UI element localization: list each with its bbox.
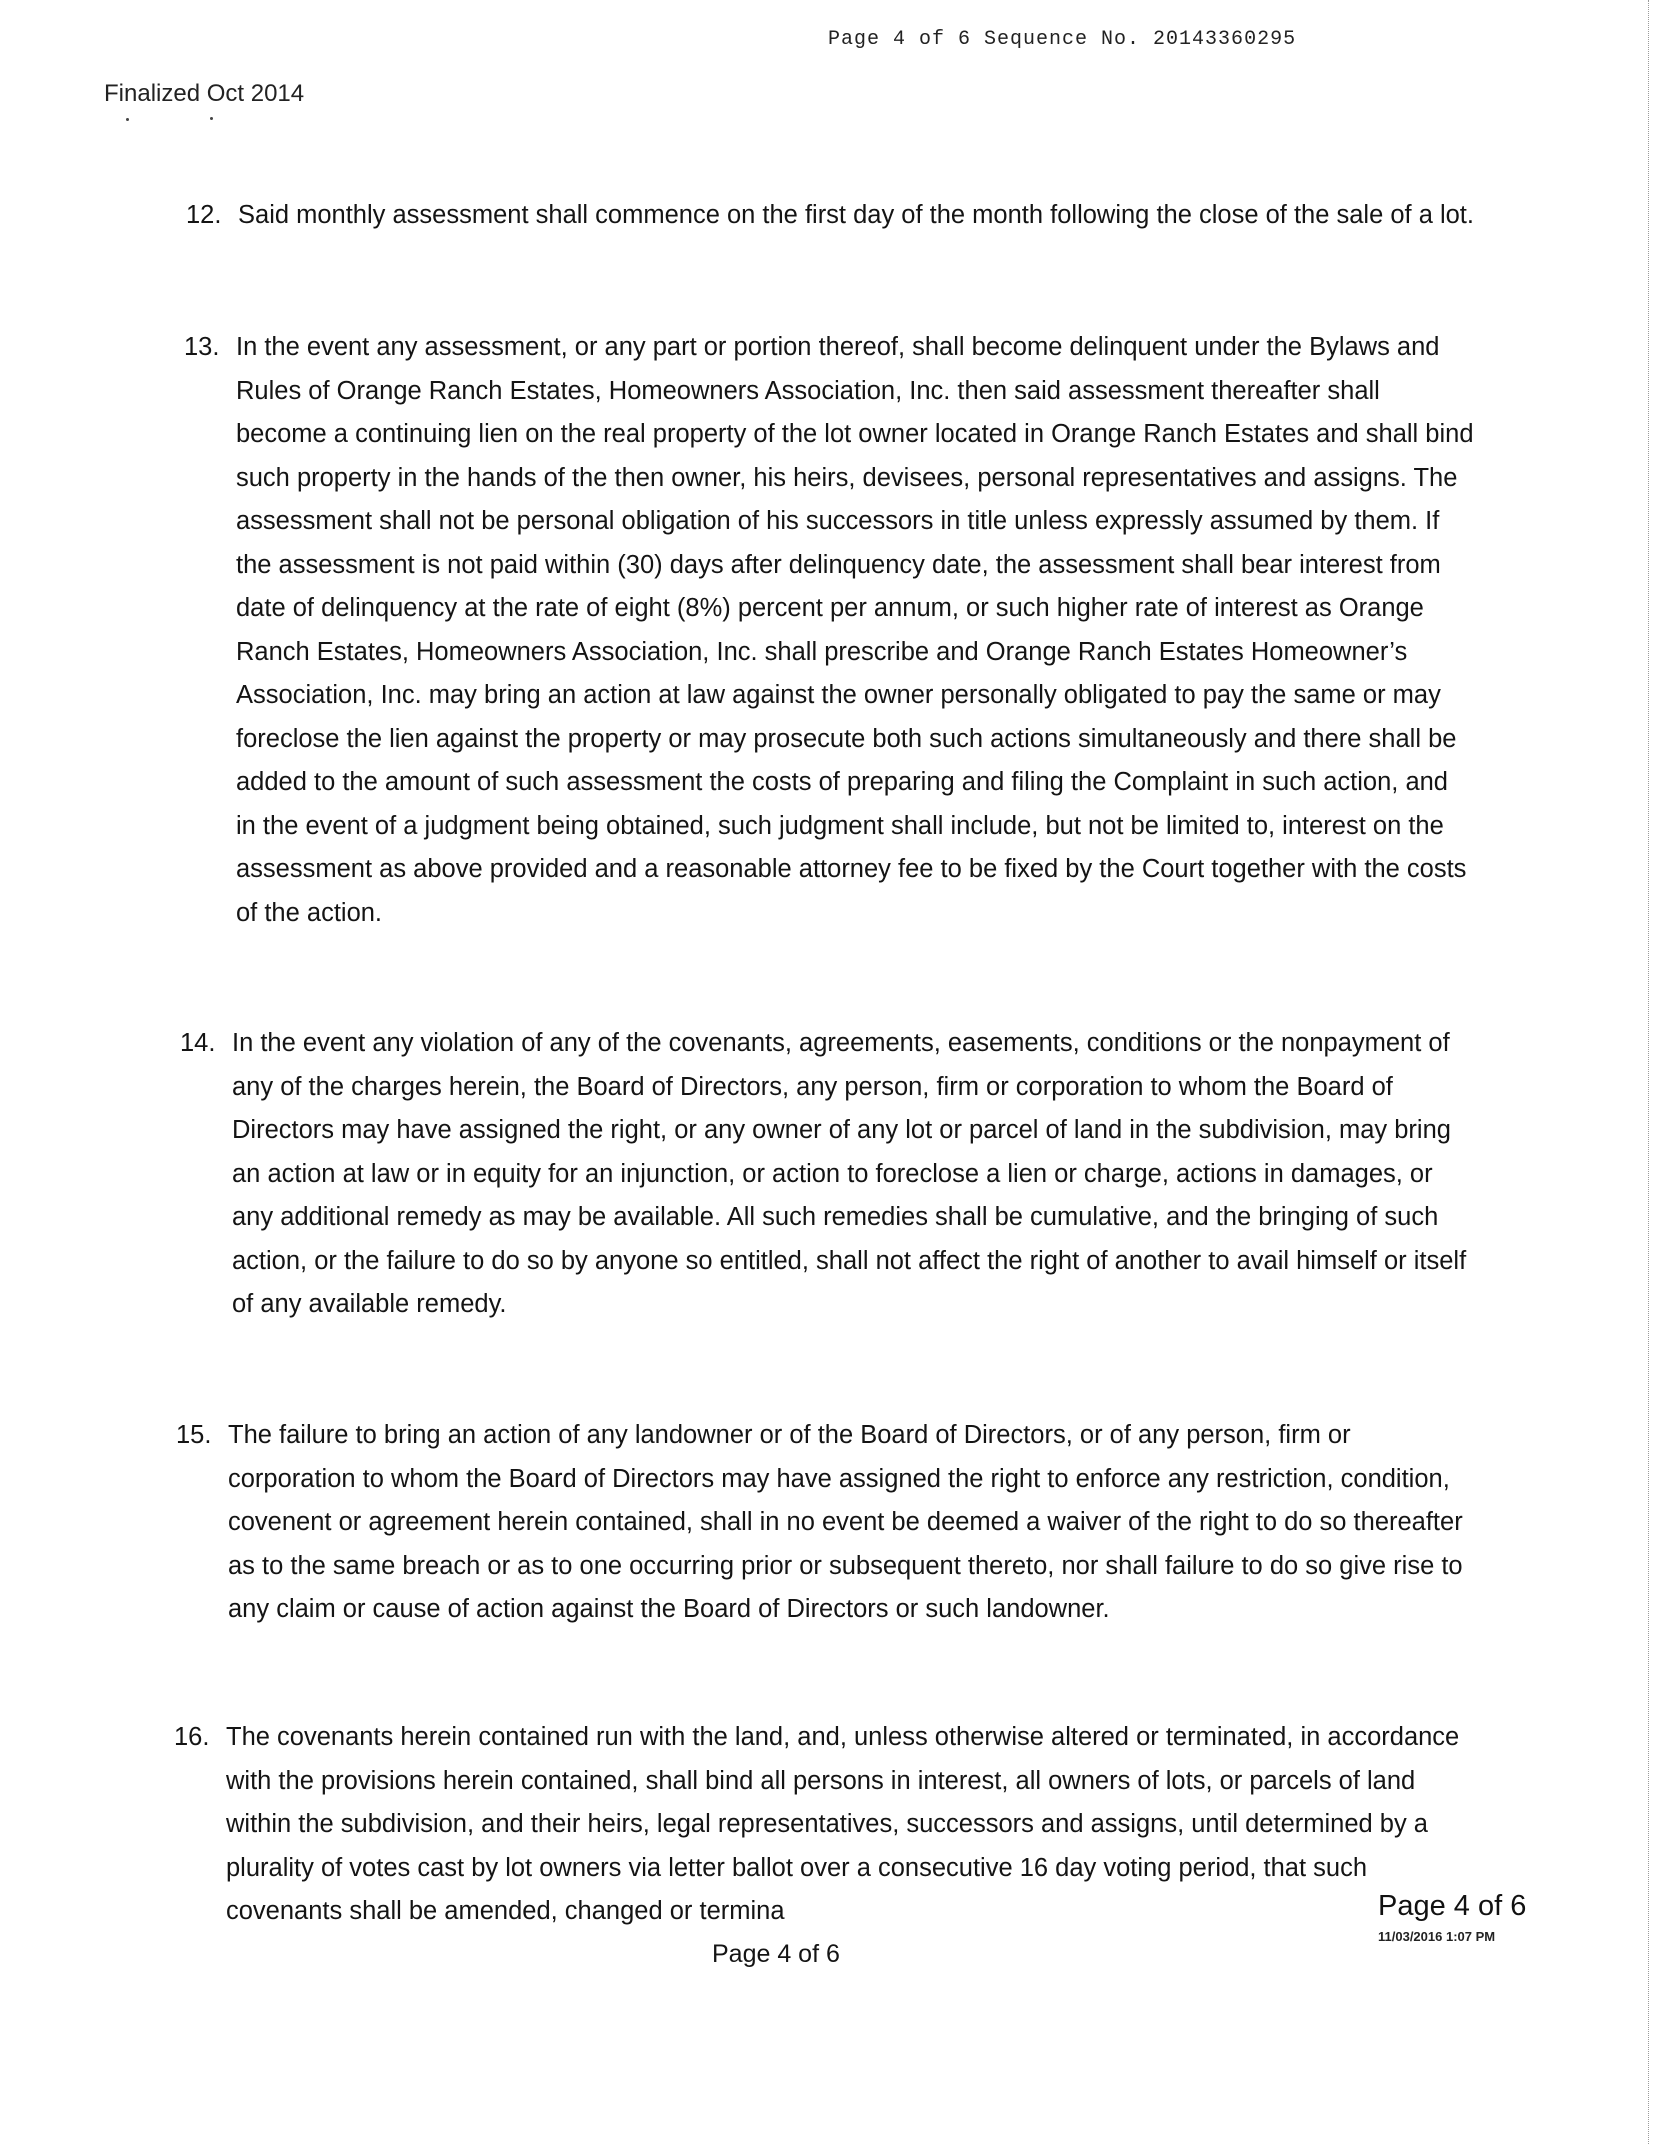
clause-text: In the event any violation of any of the covenants, agreements, easements, conditions or the nonpayment of any of the charges herein, the Board of Directors, any person, firm or corporation to whom the Board of Directors may have assigned the right, or any owner of any lot or parcel of land in the subdivision, may bring an action at law or in equity for an injunction, or action to foreclose a lien or charge, actions in damages, or any additional remedy as may be available. All such remedies shall be cumulative, and the bringing of such action, or the failure to do so by anyone so entitled, shall not affect the right of another to avail himself or itself of any available remedy. — [232, 1029, 1467, 1318]
clause-14 — [180, 1022, 1470, 1327]
finalized-label: Finalized Oct 2014 — [104, 80, 305, 107]
clause-15 — [176, 1414, 1466, 1632]
page-indicator-overlay: Page 4 of 6 — [1378, 1890, 1527, 1922]
page-edge-line — [1648, 0, 1650, 2144]
scan-speck — [210, 117, 213, 120]
page-footer: Page 4 of 6 — [712, 1940, 840, 1968]
scan-speck — [126, 118, 129, 121]
clause-number: 13. — [184, 333, 220, 361]
clause-number: 12. — [186, 201, 222, 229]
clause-number: 16. — [174, 1723, 210, 1751]
clause-text: In the event any assessment, or any part or portion thereof, shall become delinquent under the Bylaws and Rules of Orange Ranch Estates, Homeowners Association, Inc. then said assessment thereafter shall become a continuing lien on the real property of the lot owner located in Orange Ranch Estates and shall bind such property in the hands of the then owner, his heirs, devisees, personal representatives and assigns. The assessment shall not be personal obligation of his successors in title unless expressly assumed by them. If the assessment is not paid within (30) days after delinquency date, the assessment shall bear interest from date of delinquency at the rate of eight (8%) percent per annum, or such higher rate of interest as Orange Ranch Estates, Homeowners Association, Inc. shall prescribe and Orange Ranch Estates Homeowner’s Association, Inc. may bring an action at law against the owner personally obligated to pay the same or may foreclose the lien against the property or may prosecute both such actions simultaneously and there shall be added to the amount of such assessment the costs of preparing and filing the Complaint in such action, and in the event of a judgment being obtained, such judgment shall include, but not be limited to, interest on the assessment as above provided and a reasonable attorney fee to be fixed by the Court together with the costs of the action. — [236, 333, 1474, 927]
clause-13 — [184, 326, 1474, 935]
clause-text: The failure to bring an action of any landowner or of the Board of Directors, or of any person, firm or corporation to whom the Board of Directors may have assigned the right to enforce any restriction, condition, covenent or agreement herein contained, shall in no event be deemed a waiver of the right to do so thereafter as to the same breach or as to one occurring prior or subsequent thereto, nor shall failure to do so give rise to any claim or cause of action against the Board of Directors or such landowner. — [228, 1421, 1463, 1623]
clause-text: The covenants herein contained run with the land, and, unless otherwise altered or terminated, in accordance with the provisions herein contained, shall bind all persons in interest, all owners of lots, or parcels of land within the subdivision, and their heirs, legal representatives, successors and assigns, until determined by a plurality of votes cast by lot owners via letter ballot over a consecutive 16 day voting period, that such covenants shall be amended, changed or termina — [226, 1723, 1460, 1925]
clause-12 — [186, 194, 1476, 238]
clause-number: 14. — [180, 1029, 216, 1057]
clause-16 — [174, 1716, 1474, 1934]
sequence-header: Page 4 of 6 Sequence No. 20143360295 — [828, 28, 1297, 51]
clause-number: 15. — [176, 1421, 212, 1449]
print-timestamp: 11/03/2016 1:07 PM — [1378, 1929, 1496, 1944]
clause-text: Said monthly assessment shall commence on the first day of the month following the close of the sale of a lot. — [238, 201, 1474, 229]
